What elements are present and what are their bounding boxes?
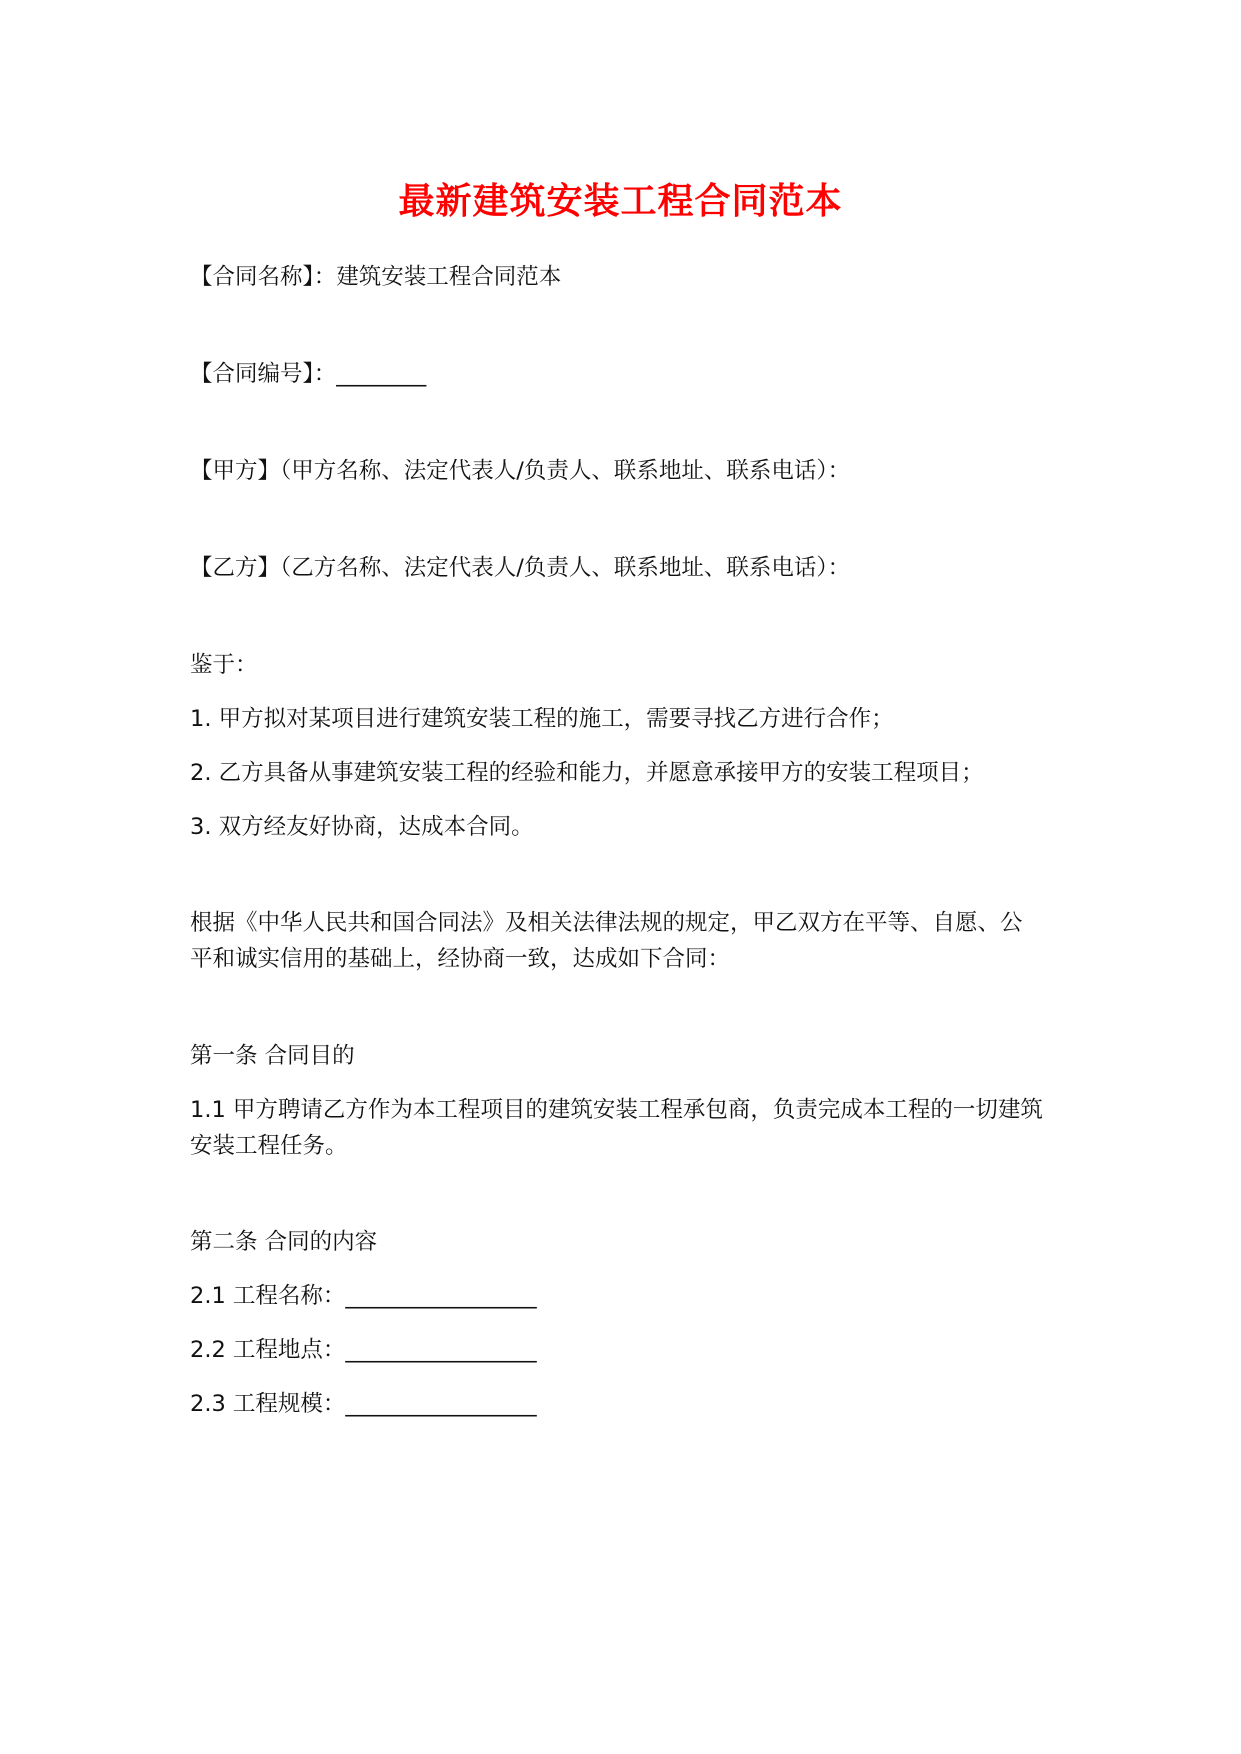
article-2-item: 2.2 工程地点：_________________ [190,1337,537,1363]
clause-line: 1.1 甲方聘请乙方作为本工程项目的建筑安装工程承包商，负责完成本工程的一切建筑 [190,1097,1043,1123]
contract-name-field: 【合同名称】：建筑安装工程合同范本 [190,264,562,290]
article-2-item: 2.1 工程名称：_________________ [190,1283,537,1309]
article-2-heading: 第二条 合同的内容 [190,1229,378,1255]
party-b-field: 【乙方】（乙方名称、法定代表人/负责人、联系地址、联系电话）： [190,555,851,581]
contract-number-field: 【合同编号】：________ [190,361,427,387]
basis-paragraph [190,905,1070,977]
basis-line: 根据《中华人民共和国合同法》及相关法律法规的规定，甲乙双方在平等、自愿、公 [190,910,1023,936]
whereas-item: 3. 双方经友好协商，达成本合同。 [190,814,534,840]
party-a-field: 【甲方】（甲方名称、法定代表人/负责人、联系地址、联系电话）： [190,458,851,484]
whereas-item: 1. 甲方拟对某项目进行建筑安装工程的施工，需要寻找乙方进行合作； [190,706,894,732]
whereas-heading: 鉴于： [190,652,258,678]
basis-line: 平和诚实信用的基础上，经协商一致，达成如下合同： [190,946,731,972]
document-title: 最新建筑安装工程合同范本 [398,181,843,222]
article-2-item: 2.3 工程规模：_________________ [190,1391,537,1417]
whereas-item: 2. 乙方具备从事建筑安装工程的经验和能力，并愿意承接甲方的安装工程项目； [190,760,984,786]
article-1-clause [190,1092,1070,1164]
article-1-heading: 第一条 合同目的 [190,1043,355,1069]
clause-line: 安装工程任务。 [190,1133,348,1159]
